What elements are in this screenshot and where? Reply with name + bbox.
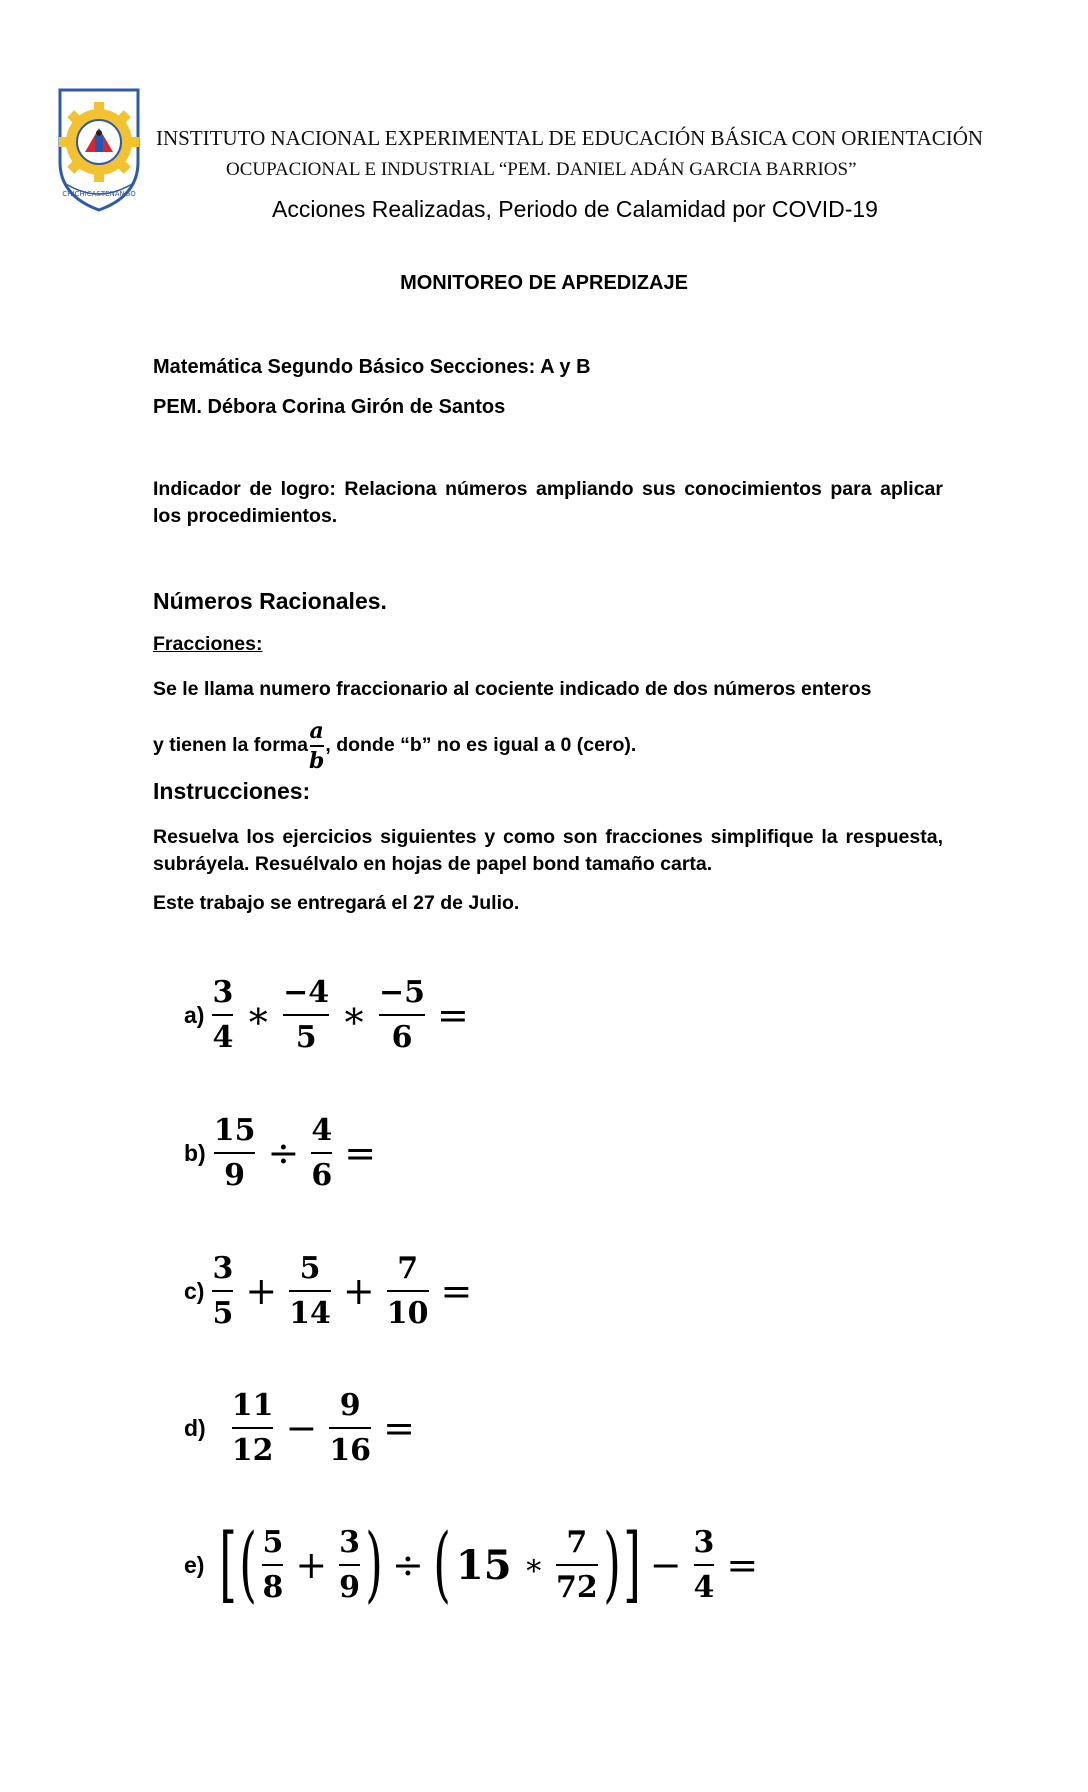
fraction — [212, 976, 233, 1055]
denominator: 5 — [212, 1295, 234, 1331]
denominator: 5 — [295, 1019, 317, 1055]
operator: ∗ — [523, 1547, 544, 1583]
denominator: 72 — [555, 1569, 598, 1605]
instructions-text: Resuelva los ejercicios siguientes y como son fracciones simplifique la respuesta, subráyela. Resuélvalo en hojas de papel bond tamaño carta. — [153, 826, 943, 875]
institution-name-line2: OCUPACIONAL E INDUSTRIAL “PEM. DANIEL ADÁN GARCIA BARRIOS” — [226, 159, 857, 180]
section-heading: Números Racionales. — [153, 588, 387, 614]
numerator: 3 — [339, 1524, 361, 1560]
fraction — [212, 1252, 233, 1331]
achievement-indicator: Indicador de logro: Relaciona números ampliando sus conocimientos para aplicar los procedimientos. — [153, 478, 943, 527]
logo-text: CHICHICASTENANGO — [62, 190, 136, 198]
fraction — [232, 1389, 274, 1468]
document-title: MONITOREO DE APREDIZAJE — [400, 272, 688, 294]
equals-sign: = — [440, 1269, 473, 1313]
fraction — [214, 1114, 256, 1193]
delivery-date-text: Este trabajo se entregará el 27 de Julio. — [153, 892, 520, 914]
definition-line2-end: , donde “b” no es igual a 0 (cero). — [325, 734, 637, 757]
numerator: −5 — [379, 974, 426, 1010]
fractions-subheading: Fracciones: — [153, 633, 263, 655]
definition-line2 — [153, 720, 636, 772]
numerator: 11 — [231, 1387, 274, 1423]
denominator: 4 — [693, 1569, 715, 1605]
fraction — [311, 1114, 332, 1193]
right-paren: ) — [602, 1517, 621, 1612]
left-bracket: [ — [219, 1517, 238, 1612]
operator: − — [649, 1543, 682, 1587]
instructions-heading: Instrucciones: — [153, 778, 311, 804]
fraction — [387, 1252, 429, 1331]
equals-sign: = — [437, 993, 469, 1037]
institution-name-line1: INSTITUTO NACIONAL EXPERIMENTAL DE EDUCACIÓN BÁSICA CON ORIENTACIÓN — [156, 126, 984, 150]
numerator: 7 — [397, 1250, 419, 1286]
denominator: 12 — [231, 1432, 274, 1468]
numerator: 7 — [566, 1524, 588, 1560]
numerator: −4 — [283, 974, 330, 1010]
numerator: 15 — [213, 1112, 256, 1148]
definition-fraction — [309, 720, 324, 772]
numerator: 4 — [311, 1112, 333, 1148]
operator: ∗ — [245, 993, 272, 1037]
exercise-b — [184, 1103, 384, 1203]
numerator: 5 — [299, 1250, 321, 1286]
denominator: 16 — [329, 1432, 372, 1468]
numerator: 3 — [212, 974, 234, 1010]
teacher-line: PEM. Débora Corina Girón de Santos — [153, 396, 506, 418]
denominator: 9 — [224, 1157, 246, 1193]
denominator: 10 — [386, 1295, 429, 1331]
denominator: 6 — [311, 1157, 333, 1193]
operator: − — [285, 1406, 318, 1450]
exercise-label: e) — [184, 1551, 205, 1578]
exercise-label: b) — [184, 1139, 206, 1166]
school-logo — [52, 84, 146, 214]
header-subtitle: Acciones Realizadas, Periodo de Calamidad por COVID-19 — [272, 196, 878, 222]
fraction — [329, 1389, 371, 1468]
fraction — [289, 1252, 331, 1331]
denominator: 6 — [391, 1019, 413, 1055]
denominator: 14 — [289, 1295, 331, 1331]
fraction — [379, 976, 425, 1055]
denominator: 9 — [339, 1569, 361, 1605]
fraction — [262, 1526, 283, 1605]
definition-frac-denominator: b — [308, 748, 325, 774]
operator: ÷ — [267, 1131, 300, 1175]
right-paren: ) — [365, 1517, 383, 1612]
fraction — [283, 976, 329, 1055]
operator: ∗ — [341, 993, 367, 1037]
denominator: 4 — [212, 1019, 234, 1055]
denominator: 8 — [262, 1569, 284, 1605]
fraction — [694, 1526, 715, 1605]
operator: + — [295, 1543, 328, 1587]
equals-sign: = — [383, 1406, 415, 1450]
exercise-label: d) — [184, 1414, 206, 1441]
exercise-label: a) — [184, 1001, 205, 1028]
integer-value: 15 — [455, 1541, 512, 1589]
exercise-c — [184, 1241, 480, 1341]
left-paren: ( — [239, 1517, 258, 1612]
operator: ÷ — [392, 1543, 424, 1587]
left-paren: ( — [433, 1517, 451, 1612]
equals-sign: = — [726, 1543, 759, 1587]
operator: + — [245, 1269, 278, 1313]
numerator: 5 — [262, 1524, 284, 1560]
fraction — [556, 1526, 598, 1605]
definition-line2-start: y tienen la forma — [153, 734, 308, 757]
equals-sign: = — [344, 1131, 377, 1175]
numerator: 9 — [339, 1387, 361, 1423]
definition-frac-numerator: a — [309, 718, 324, 744]
exercise-e — [184, 1515, 766, 1615]
numerator: 3 — [212, 1250, 234, 1286]
numerator: 3 — [693, 1524, 715, 1560]
exercise-label: c) — [184, 1277, 205, 1304]
exercise-a — [184, 965, 477, 1065]
fraction — [339, 1526, 360, 1605]
right-bracket: ] — [622, 1517, 641, 1612]
operator: + — [342, 1269, 375, 1313]
subject-line: Matemática Segundo Básico Secciones: A y B — [153, 356, 591, 378]
exercise-d — [184, 1378, 423, 1478]
definition-line1: Se le llama numero fraccionario al cociente indicado de dos números enteros — [153, 678, 872, 700]
